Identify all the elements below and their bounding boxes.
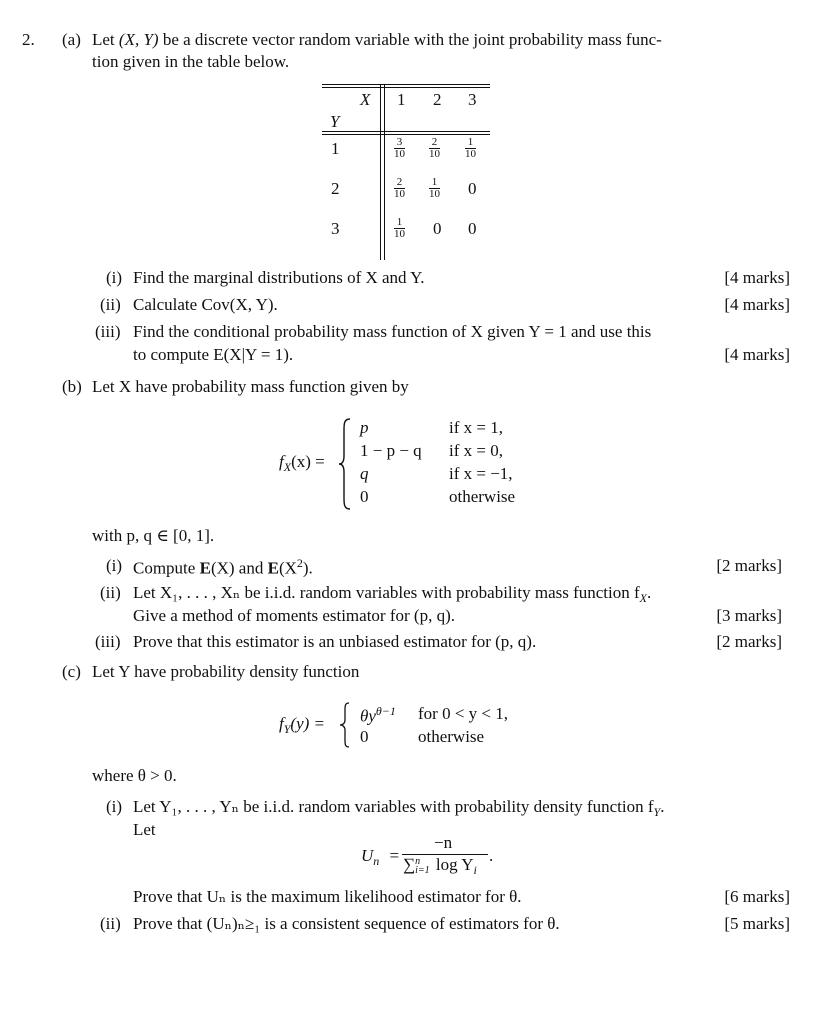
part-b-iii-label: (iii)	[95, 632, 121, 651]
part-b-intro: Let X have probability mass function given by	[92, 377, 409, 396]
part-b-with-text: with p, q ∈ [0, 1].	[92, 526, 215, 545]
part-a-label: (a)	[62, 30, 81, 49]
part-b-label: (b)	[62, 377, 82, 396]
table-cell: 0	[433, 219, 442, 238]
part-a-i-label: (i)	[106, 268, 123, 287]
part-c-intro: Let Y have probability density function	[92, 662, 360, 681]
table-cell: $\frac{1}{10}$	[465, 136, 476, 160]
part-a-i-marks: [4 marks]	[724, 268, 790, 287]
part-c-i-label: (i)	[106, 797, 123, 816]
table-mid-rule-1	[322, 131, 490, 132]
table-x-value: 2	[433, 90, 442, 109]
pmf-lhs: $f_X(x)$ =	[279, 452, 325, 474]
table-cell: $\frac{2}{10}$	[429, 136, 440, 160]
pmf-case-condition: if x = −1,	[449, 464, 513, 483]
part-b-iii-marks: [2 marks]	[716, 632, 782, 651]
part-c-i-text-line1: Let Y₁, . . . , Yₙ be i.i.d. random variables with probability density function $f_Y$.	[133, 797, 665, 819]
left-brace-icon	[339, 702, 351, 748]
question-number: 2.	[22, 30, 35, 49]
part-b-i-text: Compute E(X) and $E(X^2)$.	[133, 556, 313, 578]
part-c-ii-label: (ii)	[100, 914, 121, 933]
table-x-header: X	[360, 90, 371, 109]
table-x-value: 1	[397, 90, 406, 109]
part-a-iii-text-line1: Find the conditional probability mass function of X given Y = 1 and use this	[133, 322, 652, 341]
table-top-rule-2	[322, 87, 490, 88]
part-c-i-marks: [6 marks]	[724, 887, 790, 906]
table-y-value: 1	[331, 139, 340, 158]
table-vrule-2	[384, 84, 385, 260]
table-y-header: Y	[330, 112, 340, 131]
part-b-ii-marks: [3 marks]	[716, 606, 782, 625]
table-cell: 0	[468, 179, 477, 198]
part-a-ii-marks: [4 marks]	[724, 295, 790, 314]
pmf-case-value: 0	[360, 487, 369, 506]
table-top-rule-1	[322, 84, 490, 85]
table-cell: $\frac{1}{10}$	[429, 176, 440, 200]
table-y-value: 2	[331, 179, 340, 198]
pmf-case-condition: if x = 0,	[449, 441, 503, 460]
un-lhs: $U_n$ =	[361, 846, 400, 868]
part-a-iii-marks: [4 marks]	[724, 345, 790, 364]
table-cell: $\frac{3}{10}$	[394, 136, 405, 160]
part-a-iii-text-line2: to compute E(X|Y = 1).	[133, 345, 294, 364]
part-b-iii-text: Prove that this estimator is an unbiased estimator for (p, q).	[133, 632, 537, 651]
part-c-i-text-line3: Prove that Uₙ is the maximum likelihood estimator for θ.	[133, 887, 522, 906]
pdf-lhs: $f_Y(y)$ =	[279, 714, 326, 736]
part-a-iii-label: (iii)	[95, 322, 121, 341]
un-denominator: ∑ n i=1 $\log Y_i$	[403, 855, 477, 877]
part-a-intro-line2: tion given in the table below.	[92, 52, 290, 71]
table-cell: $\frac{1}{10}$	[394, 216, 405, 240]
pdf-case-condition: otherwise	[418, 727, 485, 746]
un-numerator: −n	[434, 833, 453, 852]
pdf-case-value: 0	[360, 727, 369, 746]
pmf-case-value: q	[360, 464, 369, 483]
part-a-ii-text: Calculate Cov(X, Y).	[133, 295, 278, 314]
part-c-label: (c)	[62, 662, 81, 681]
table-cell: $\frac{2}{10}$	[394, 176, 405, 200]
table-cell: 0	[468, 219, 477, 238]
part-a-i-text: Find the marginal distributions of X and Y.	[133, 268, 425, 287]
part-b-ii-text-line2: Give a method of moments estimator for (p, q).	[133, 606, 455, 625]
part-b-i-marks: [2 marks]	[716, 556, 782, 575]
part-c-ii-marks: [5 marks]	[724, 914, 790, 933]
part-c-i-text-line2: Let	[133, 820, 156, 839]
un-period: .	[489, 846, 494, 865]
pmf-case-condition: if x = 1,	[449, 418, 503, 437]
table-mid-rule-2	[322, 134, 490, 135]
left-brace-icon	[338, 418, 352, 510]
part-c-ii-text: Prove that (Uₙ)ₙ≥₁ is a consistent sequence of estimators for θ.	[133, 914, 560, 933]
part-c-where-text: where θ > 0.	[92, 766, 177, 785]
table-vrule-1	[380, 84, 381, 260]
part-b-ii-text-line1: Let X₁, . . . , Xₙ be i.i.d. random variables with probability mass function $f_X$.	[133, 583, 652, 605]
pmf-case-value: p	[360, 418, 369, 437]
part-b-i-label: (i)	[106, 556, 123, 575]
part-a-ii-label: (ii)	[100, 295, 121, 314]
part-b-ii-label: (ii)	[100, 583, 121, 602]
pmf-case-condition: otherwise	[449, 487, 516, 506]
table-y-value: 3	[331, 219, 340, 238]
pdf-case-value: $\theta y^{\theta-1}$	[360, 704, 396, 726]
part-a-intro-line1: Let (X, Y) be a discrete vector random variable with the joint probability mass func-	[92, 30, 662, 49]
pdf-case-condition: for 0 < y < 1,	[418, 704, 508, 723]
pmf-case-value: 1 − p − q	[360, 441, 422, 460]
table-x-value: 3	[468, 90, 477, 109]
